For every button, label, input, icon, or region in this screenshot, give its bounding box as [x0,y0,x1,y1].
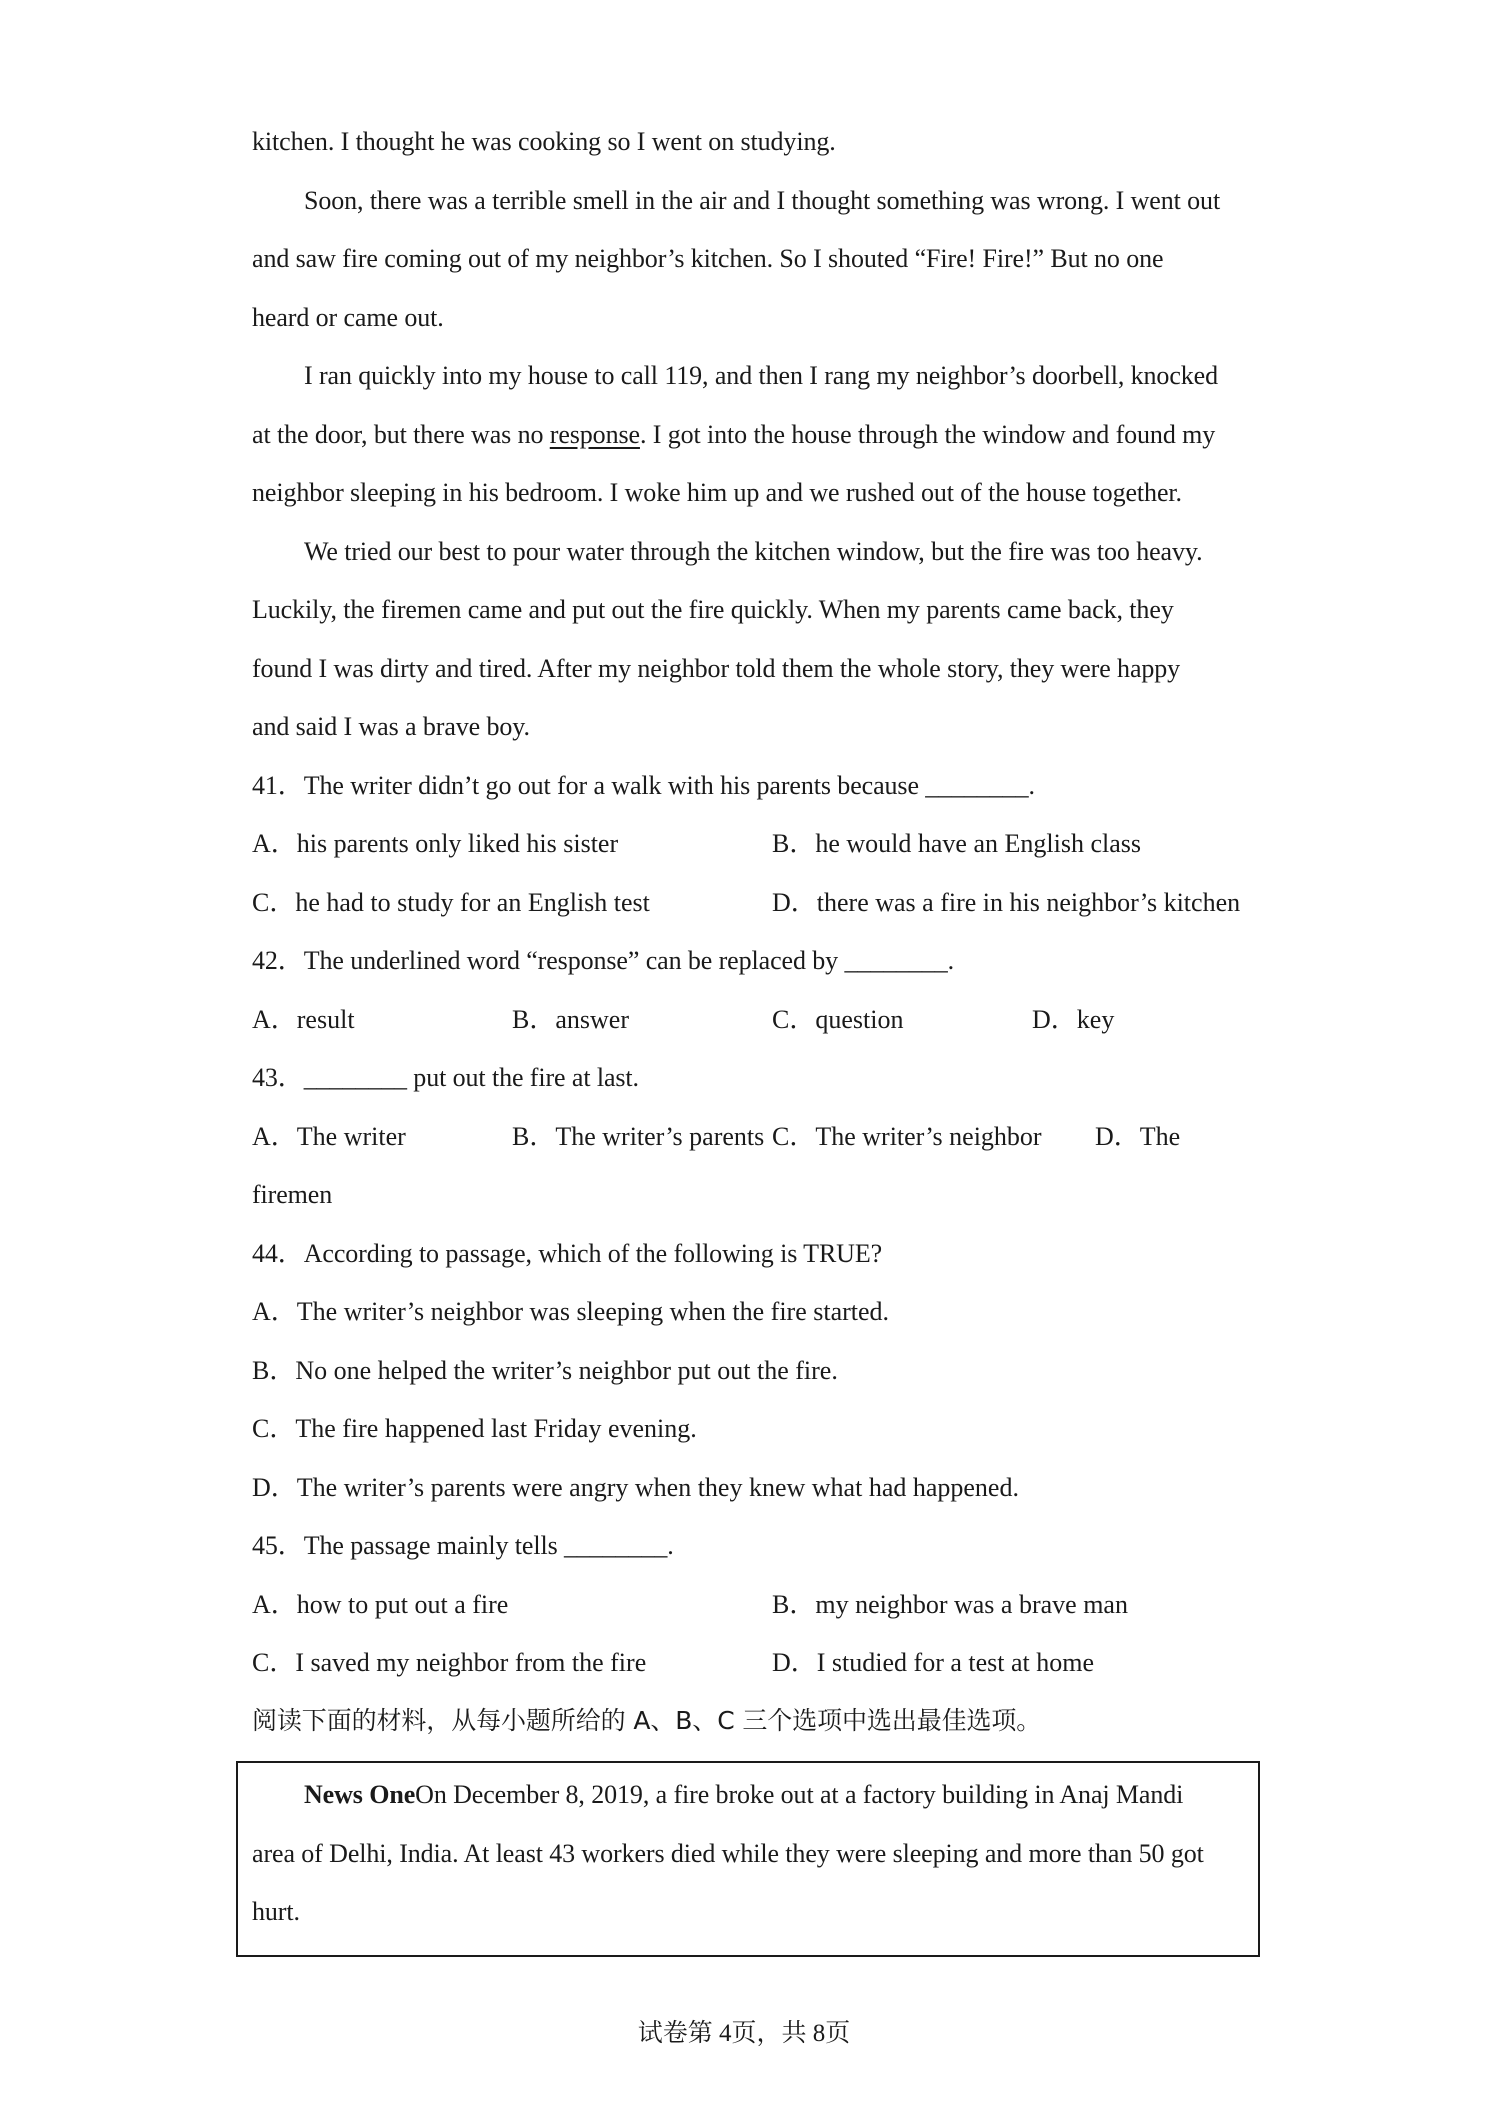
q43-option-c[interactable]: C．The writer’s neighbor [772,1122,1042,1151]
passage-line: and saw fire coming out of my neighbor’s kitchen. So I shouted “Fire! Fire!” But no one [252,244,1164,273]
news-title: News One [304,1780,416,1809]
q44-option-c[interactable]: C．The fire happened last Friday evening. [252,1414,697,1443]
q41-option-b[interactable]: B．he would have an English class [772,829,1141,858]
passage-line [252,420,1215,450]
q44-option-b[interactable]: B．No one helped the writer’s neighbor put out the fire. [252,1356,838,1385]
news-text: On December 8, 2019, a fire broke out at a factory building in Anaj Mandi [415,1780,1184,1809]
q42-option-a[interactable]: A．result [252,1005,355,1034]
question-42-stem: 42．The underlined word “response” can be replaced by ________. [252,946,955,975]
question-44-stem: 44．According to passage, which of the following is TRUE? [252,1239,883,1268]
q43-option-d[interactable]: D．The [1095,1122,1181,1151]
q45-option-c[interactable]: C．I saved my neighbor from the fire [252,1648,647,1677]
q43-option-b[interactable]: B．The writer’s parents [512,1122,765,1151]
question-43-stem: 43．________ put out the fire at last. [252,1063,639,1092]
question-45-stem: 45．The passage mainly tells ________. [252,1531,674,1560]
q44-option-a[interactable]: A．The writer’s neighbor was sleeping when the fire started. [252,1297,890,1326]
passage-text: at the door, but there was no [252,420,550,449]
underlined-word: response [549,420,640,449]
passage-line: and said I was a brave boy. [252,712,530,741]
passage-line: kitchen. I thought he was cooking so I went on studying. [252,127,836,156]
q45-option-d[interactable]: D．I studied for a test at home [772,1648,1095,1677]
q45-option-a[interactable]: A．how to put out a fire [252,1590,509,1619]
q43-option-a[interactable]: A．The writer [252,1122,406,1151]
q44-option-d[interactable]: D．The writer’s parents were angry when they knew what had happened. [252,1473,1019,1502]
q42-option-c[interactable]: C．question [772,1005,904,1034]
passage-text: . I got into the house through the window and found my [639,420,1216,449]
passage-line: Soon, there was a terrible smell in the air and I thought something was wrong. I went out [304,186,1221,215]
q42-option-b[interactable]: B．answer [512,1005,629,1034]
passage-line: found I was dirty and tired. After my neighbor told them the whole story, they were happy [252,654,1181,683]
q41-option-c[interactable]: C．he had to study for an English test [252,888,650,917]
passage-line: heard or came out. [252,303,444,332]
section-instruction: 阅读下面的材料，从每小题所给的 A、B、C 三个选项中选出最佳选项。 [252,1706,1042,1735]
q42-option-d[interactable]: D．key [1032,1005,1115,1034]
question-41-stem: 41．The writer didn’t go out for a walk with his parents because ________. [252,771,1035,800]
news-line: hurt. [252,1897,300,1926]
passage-line: Luckily, the firemen came and put out the fire quickly. When my parents came back, they [252,595,1174,624]
passage-line: I ran quickly into my house to call 119, and then I rang my neighbor’s doorbell, knocked [304,361,1218,390]
q41-option-a[interactable]: A．his parents only liked his sister [252,829,619,858]
q43-option-d-continued: firemen [252,1180,333,1209]
q45-option-b[interactable]: B．my neighbor was a brave man [772,1590,1128,1619]
news-line: area of Delhi, India. At least 43 workers died while they were sleeping and more than 50 got [252,1839,1204,1868]
news-line [304,1780,1183,1810]
page-footer: 试卷第 4页，共 8页 [637,2020,851,2047]
q41-option-d[interactable]: D．there was a fire in his neighbor’s kitchen [772,888,1241,917]
passage-line: We tried our best to pour water through the kitchen window, but the fire was too heavy. [304,537,1203,566]
passage-line: neighbor sleeping in his bedroom. I woke him up and we rushed out of the house together. [252,478,1182,507]
